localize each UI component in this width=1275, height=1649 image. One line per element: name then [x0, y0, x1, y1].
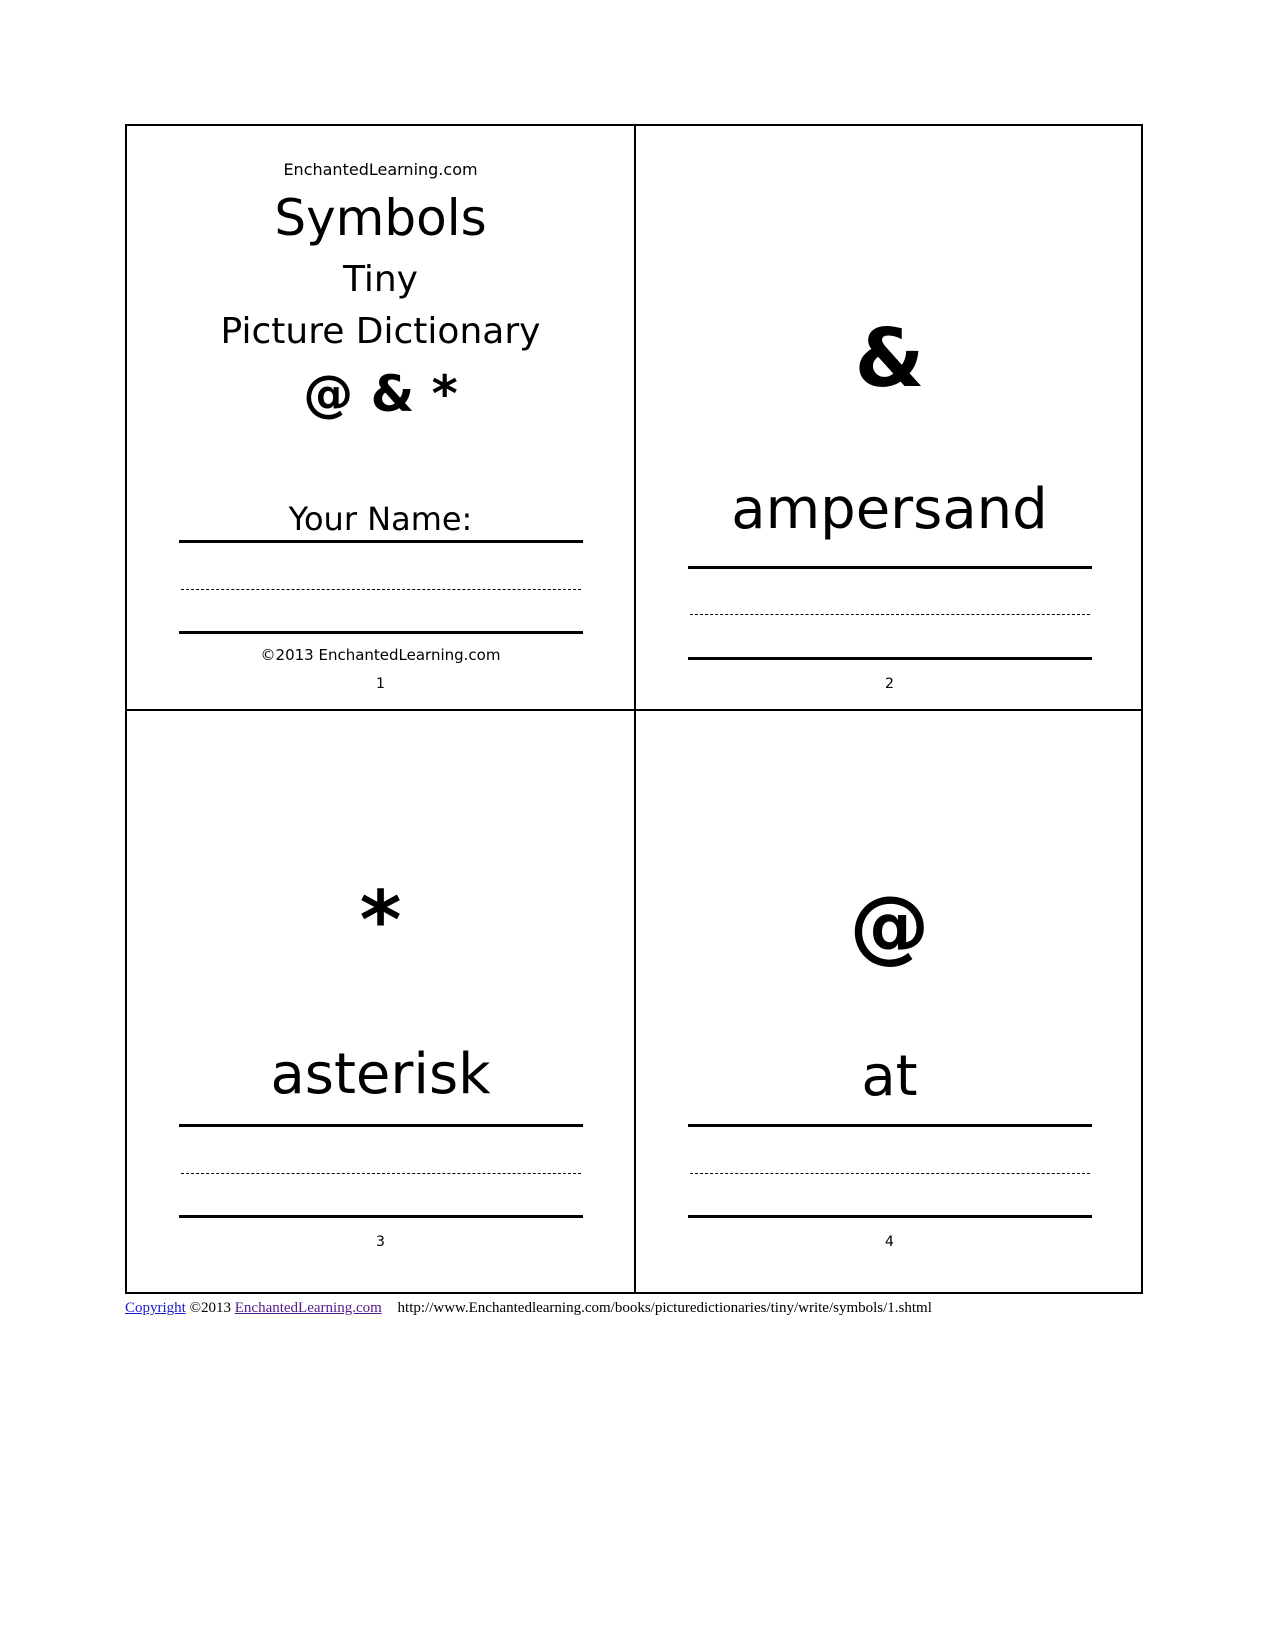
cover-site-name: EnchantedLearning.com [283, 160, 478, 179]
page-number: 3 [376, 1234, 385, 1250]
copyright-link[interactable]: Copyright [125, 1300, 186, 1316]
at-symbol: @ [849, 879, 930, 972]
footer-url: http://www.Enchantedlearning.com/books/picturedictionaries/tiny/write/symbols/1.shtml [397, 1300, 932, 1316]
writing-line-top [688, 566, 1092, 569]
writing-line-bottom [179, 1215, 583, 1218]
writing-line-top [688, 1124, 1092, 1127]
asterisk-word: asterisk [270, 1042, 491, 1107]
page-panel-asterisk [127, 711, 634, 1294]
cover-title: Symbols [274, 189, 487, 247]
writing-line-dashed [690, 1173, 1090, 1174]
your-name-label: Your Name: [288, 500, 473, 538]
writing-line-top [179, 1124, 583, 1127]
cover-panel [127, 126, 634, 709]
writing-line-bottom [688, 657, 1092, 660]
site-link[interactable]: EnchantedLearning.com [234, 1300, 382, 1316]
name-line-bottom [179, 631, 583, 634]
writing-line-dashed [181, 1173, 581, 1174]
cover-subtitle-tiny: Tiny [342, 259, 418, 300]
name-line-dashed [181, 589, 581, 590]
page-number: 1 [376, 676, 385, 692]
page-footer [125, 1300, 932, 1317]
page-number: 4 [885, 1234, 894, 1250]
writing-line-dashed [690, 614, 1090, 615]
booklet-sheet [125, 124, 1143, 1294]
page-number: 2 [885, 676, 894, 692]
name-line-top [179, 540, 583, 543]
asterisk-symbol: * [359, 874, 402, 967]
cover-symbols: @ & * [303, 365, 458, 423]
ampersand-symbol: & [854, 312, 925, 405]
writing-line-bottom [688, 1215, 1092, 1218]
cover-copyright: ©2013 EnchantedLearning.com [260, 646, 501, 664]
ampersand-word: ampersand [731, 477, 1048, 542]
at-word: at [861, 1044, 918, 1109]
page-panel-ampersand [636, 126, 1143, 709]
footer-year: ©2013 [189, 1300, 231, 1316]
page-panel-at [636, 711, 1143, 1294]
cover-subtitle-picture-dictionary: Picture Dictionary [220, 311, 541, 352]
